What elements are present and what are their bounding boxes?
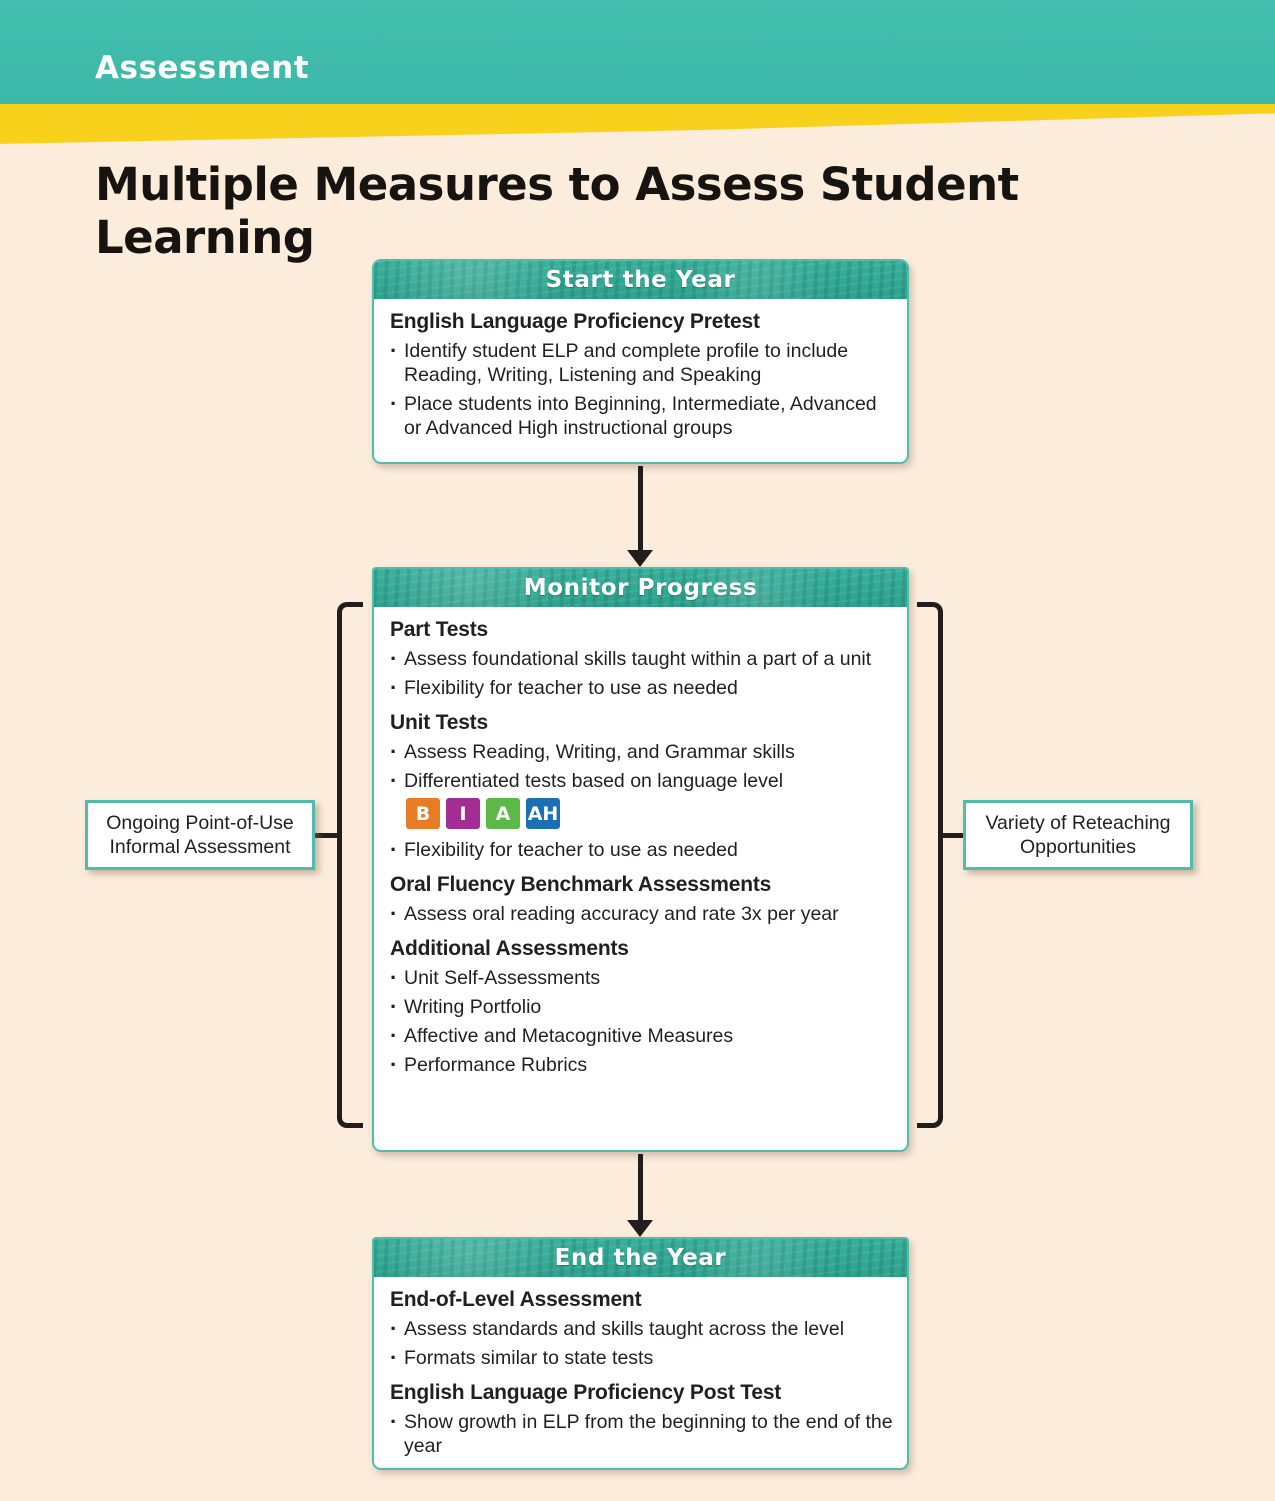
level-badge-advanced-high: AH [526,798,560,829]
side-label-text: Ongoing Point-of-Use Informal Assessment [106,812,294,858]
section [388,310,893,440]
arrow-down-icon [627,466,653,567]
left-bracket [337,602,363,1128]
end-the-year-header: End the Year [374,1239,907,1277]
bullet-item [388,647,893,671]
bullet-item [388,966,893,990]
section-heading: End-of-Level Assessment [390,1288,642,1311]
bullet-item [388,1024,893,1048]
page-title: Multiple Measures to Assess Student Learning [95,158,1019,264]
section-heading: Oral Fluency Benchmark Assessments [390,873,772,896]
bullet-item [388,1317,893,1341]
arrow-head [627,550,653,567]
level-badge-beginning: B [406,798,440,829]
bullet-text: · Assess Reading, Writing, and Grammar skills [404,741,795,763]
end-the-year-body [374,1277,907,1458]
bullet-item [388,676,893,700]
bullet-text: · Show growth in ELP from the beginning to the end of the year [404,1411,893,1457]
bullet-item [388,902,893,926]
arrow-head [627,1220,653,1237]
bullet-text: · Differentiated tests based on language level [404,770,784,792]
bullet-text: · Performance Rubrics [404,1054,588,1076]
bullet-text: · Unit Self-Assessments [404,967,601,989]
section-elp-post-test [388,1381,893,1458]
bullet-text: · Place students into Beginning, Intermediate, Advanced or Advanced High instructional groups [404,393,877,439]
start-the-year-body [374,299,907,440]
monitor-progress-header: Monitor Progress [374,569,907,607]
ongoing-assessment-label [85,800,315,870]
start-the-year-header: Start the Year [374,261,907,299]
bullet-text: · Assess oral reading accuracy and rate 3x per year [404,903,839,925]
bullet-text: · Identify student ELP and complete profile to include Reading, Writing, Listening and Speaking [404,340,849,386]
bullet-text: · Assess standards and skills taught across the level [404,1318,845,1340]
section-label: Assessment [95,50,310,86]
section-heading: Unit Tests [390,711,488,734]
bullet-text: · Flexibility for teacher to use as needed [404,839,738,861]
bullet-item [388,769,893,793]
bullet-item [388,838,893,862]
bullet-text: · Writing Portfolio [404,996,542,1018]
section-additional-assessments [388,937,893,1077]
bullet-text: · Flexibility for teacher to use as needed [404,677,738,699]
section-heading: English Language Proficiency Post Test [390,1381,782,1404]
bullet-text: · Assess foundational skills taught within a part of a unit [404,648,872,670]
monitor-progress-body [374,607,907,1077]
language-level-badges [406,798,893,829]
yellow-accent-band [0,104,1275,146]
monitor-progress-box [372,567,909,1152]
level-badge-intermediate: I [446,798,480,829]
side-label-text: Variety of Reteaching Opportunities [985,812,1171,858]
level-badge-advanced: A [486,798,520,829]
section-end-of-level [388,1288,893,1370]
start-the-year-box [372,259,909,464]
section-heading: Additional Assessments [390,937,629,960]
section-heading: English Language Proficiency Pretest [390,310,760,333]
bullet-item [388,392,893,440]
arrow-shaft [638,1154,643,1222]
section-oral-fluency [388,873,893,926]
left-connector-line [311,833,340,838]
bullet-text: · Affective and Metacognitive Measures [404,1025,734,1047]
bullet-item [388,1346,893,1370]
section-unit-tests [388,711,893,862]
arrow-shaft [638,466,643,552]
section-part-tests [388,618,893,700]
section-heading: Part Tests [390,618,488,641]
right-bracket [917,602,943,1128]
reteaching-opportunities-label [963,800,1193,870]
bullet-item [388,339,893,387]
bullet-item [388,740,893,764]
bullet-item [388,1053,893,1077]
bullet-text: · Formats similar to state tests [404,1347,654,1369]
end-the-year-box [372,1237,909,1470]
arrow-down-icon [627,1154,653,1237]
bullet-item [388,995,893,1019]
bullet-item [388,1410,893,1458]
